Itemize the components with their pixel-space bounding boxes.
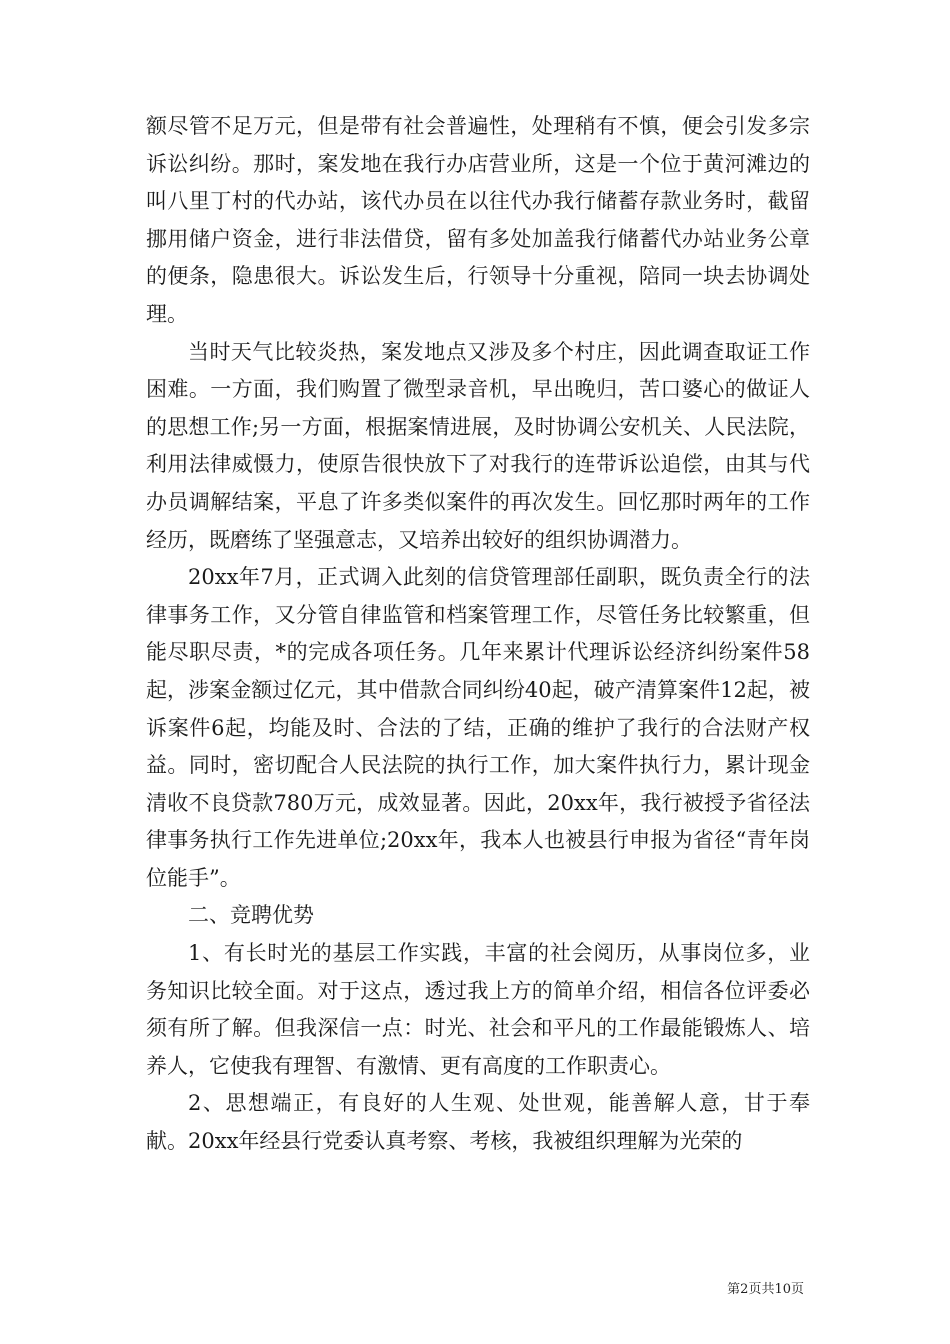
paragraph-2: 当时天气比较炎热，案发地点又涉及多个村庄，因此调查取证工作困难。一方面，我们购置了微型录音机，早出晚归，苦口婆心的做证人的思想工作;另一方面，根据案情进展，及时协调公安机关、人民法院，利用法律威慑力，使原告很快放下了对我行的连带诉讼追偿，由其与代办员调解结案，平息了许多类似案件的再次发生。回忆那时两年的工作经历，既磨练了坚强意志，又培养出较好的组织协调潜力。 bbox=[146, 339, 810, 552]
paragraph-3: 20xx年7月，正式调入此刻的信贷管理部任副职，既负责全行的法律事务工作，又分管自律监管和档案管理工作，尽管任务比较繁重，但能尽职尽责，*的完成各项任务。几年来累计代理诉讼经济纠纷案件58起，涉案金额过亿元，其中借款合同纠纷40起，破产清算案件12起，被诉案件6起，均能及时、合法的了结，正确的维护了我行的合法财产权益。同时，密切配合人民法院的执行工作，加大案件执行力，累计现金清收不良贷款780万元，成效显著。因此，20xx年，我行被授予省径法律事务执行工作先进单位;20xx年，我本人也被县行申报为省径“青年岗位能手”。 bbox=[146, 565, 810, 890]
document-body bbox=[146, 108, 810, 1161]
paragraph-5: 1、有长时光的基层工作实践，丰富的社会阅历，从事岗位多，业务知识比较全面。对于这点，透过我上方的简单介绍，相信各位评委必须有所了解。但我深信一点：时光、社会和平凡的工作最能锻炼人、培养人，它使我有理智、有激情、更有高度的工作职责心。 bbox=[146, 941, 810, 1078]
paragraph-1: 额尽管不足万元，但是带有社会普遍性，处理稍有不慎，便会引发多宗诉讼纠纷。那时，案发地在我行办店营业所，这是一个位于黄河滩边的叫八里丁村的代办站，该代办员在以往代办我行储蓄存款业务时，截留挪用储户资金，进行非法借贷，留有多处加盖我行储蓄代办站业务公章的便条，隐患很大。诉讼发生后，行领导十分重视，陪同一块去协调处理。 bbox=[146, 114, 810, 326]
section-heading: 二、竞聘优势 bbox=[188, 903, 314, 928]
paragraph-6: 2、思想端正，有良好的人生观、处世观，能善解人意，甘于奉献。20xx年经县行党委认真考察、考核，我被组织理解为光荣的 bbox=[146, 1091, 810, 1154]
page-number: 第2页共10页 bbox=[727, 1282, 804, 1297]
